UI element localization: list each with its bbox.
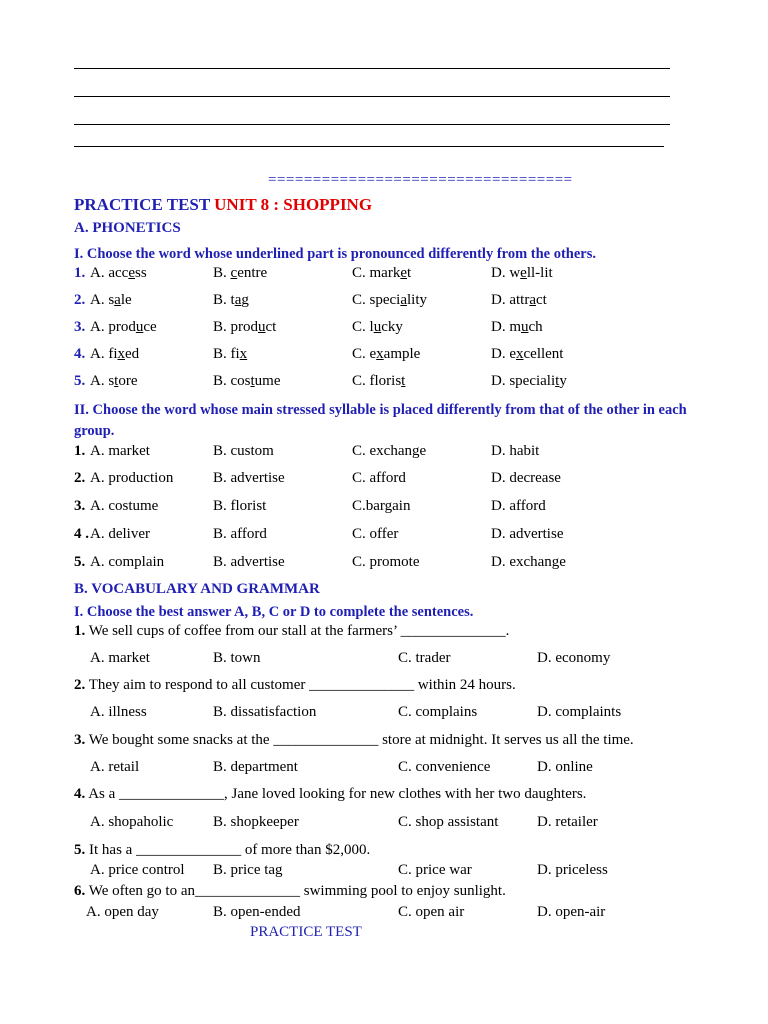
option-a: A. shopaholic (90, 814, 174, 830)
separator: ================================== (268, 172, 573, 188)
phonetics-row (74, 292, 714, 312)
question-number: 5. (74, 842, 86, 858)
question-number: 4. (74, 786, 86, 802)
blank-line-2 (74, 96, 670, 97)
option-b: B. town (213, 650, 261, 666)
option-c: C. lucky (352, 319, 403, 335)
option-d: D. open-air (537, 904, 606, 920)
option-a: A. complain (90, 554, 165, 570)
section-b-part1-instruction: I. Choose the best answer A, B, C or D to complete the sentences. (74, 604, 474, 620)
option-b: B. afford (213, 526, 267, 542)
option-d: D. excellent (491, 346, 564, 362)
option-d: D. economy (537, 650, 611, 666)
option-a: A. retail (90, 759, 140, 775)
item-number: 5. (74, 373, 86, 389)
answer-row (74, 862, 714, 882)
blank-line-3 (74, 124, 670, 125)
item-number: 4 . (74, 526, 89, 542)
option-c: C. shop assistant (398, 814, 499, 830)
answer-row (74, 650, 714, 670)
title-prefix: PRACTICE TEST (74, 195, 210, 214)
option-d: D. well-lit (491, 265, 553, 281)
option-c: C. promote (352, 554, 420, 570)
option-d: D. attract (491, 292, 547, 308)
option-b: B. centre (213, 265, 268, 281)
option-b: B. tag (213, 292, 249, 308)
stress-row (74, 443, 714, 463)
question-number: 1. (74, 623, 86, 639)
blank-line-1 (74, 68, 670, 69)
option-a: A. produce (90, 319, 157, 335)
option-a: A. production (90, 470, 174, 486)
question (74, 677, 516, 694)
stress-row (74, 498, 714, 518)
question (74, 842, 370, 859)
question-text: They aim to respond to all customer ______________ within 24 hours. (88, 677, 516, 693)
option-c: C. open air (398, 904, 465, 920)
option-c: C. price war (398, 862, 472, 878)
option-d: D. retailer (537, 814, 598, 830)
item-number: 3. (74, 319, 86, 335)
option-b: B. advertise (213, 470, 285, 486)
phonetics-row (74, 373, 714, 393)
footer-title: PRACTICE TEST (250, 924, 362, 940)
option-c: C. market (352, 265, 412, 281)
option-b: B. open-ended (213, 904, 301, 920)
section-a-part2-instruction: II. Choose the word whose main stressed syllable is placed differently from that of the other in each group. (74, 402, 687, 439)
option-d: D. advertise (491, 526, 564, 542)
option-a: A. price control (90, 862, 185, 878)
option-b: B. custom (213, 443, 274, 459)
question-text: We bought some snacks at the ______________ store at midnight. It serves us all the time. (88, 732, 634, 748)
item-number: 2. (74, 292, 86, 308)
item-number: 3. (74, 498, 86, 514)
option-c: C. example (352, 346, 421, 362)
option-d: D. speciality (491, 373, 567, 389)
question-number: 2. (74, 677, 86, 693)
option-a: A. access (90, 265, 147, 281)
stress-row (74, 554, 714, 574)
option-c: C. exchange (352, 443, 427, 459)
option-c: C. afford (352, 470, 406, 486)
question (74, 786, 586, 803)
option-d: D. decrease (491, 470, 561, 486)
phonetics-row (74, 265, 714, 285)
option-b: B. shopkeeper (213, 814, 299, 830)
option-a: A. market (90, 443, 150, 459)
question-text: We sell cups of coffee from our stall at the farmers’ ______________. (88, 623, 510, 639)
option-a: A. deliver (90, 526, 150, 542)
option-b: B. advertise (213, 554, 285, 570)
option-b: B. product (213, 319, 277, 335)
option-c: C. complains (398, 704, 478, 720)
option-a: A. costume (90, 498, 159, 514)
answer-row (74, 704, 714, 724)
option-c: C. speciality (352, 292, 428, 308)
option-a: A. open day (86, 904, 159, 920)
item-number: 1. (74, 265, 86, 281)
option-b: B. dissatisfaction (213, 704, 317, 720)
option-c: C. convenience (398, 759, 491, 775)
option-a: A. sale (90, 292, 132, 308)
question-text: As a ______________, Jane loved looking for new clothes with her two daughters. (88, 786, 587, 802)
blank-line-4 (74, 146, 664, 147)
option-d: D. habit (491, 443, 540, 459)
phonetics-row (74, 319, 714, 339)
section-a-heading: A. PHONETICS (74, 220, 181, 236)
option-d: D. complaints (537, 704, 622, 720)
section-a-part1-instruction: I. Choose the word whose underlined part is pronounced differently from the others. (74, 246, 597, 262)
answer-row (74, 814, 714, 834)
item-number: 4. (74, 346, 86, 362)
option-a: A. fixed (90, 346, 140, 362)
option-b: B. fix (213, 346, 248, 362)
phonetics-row (74, 346, 714, 366)
item-number: 2. (74, 470, 86, 486)
option-a: A. illness (90, 704, 147, 720)
option-d: D. afford (491, 498, 546, 514)
stress-row (74, 470, 714, 490)
section-b-heading: B. VOCABULARY AND GRAMMAR (74, 581, 320, 597)
option-d: D. priceless (537, 862, 608, 878)
option-b: B. price tag (213, 862, 283, 878)
question (74, 883, 506, 900)
page-title (74, 195, 372, 215)
option-d: D. online (537, 759, 593, 775)
option-b: B. florist (213, 498, 267, 514)
title-unit: UNIT 8 : SHOPPING (214, 195, 373, 214)
answer-row (74, 759, 714, 779)
option-c: C. florist (352, 373, 406, 389)
stress-row (74, 526, 714, 546)
question-number: 6. (74, 883, 86, 899)
question-text: We often go to an______________ swimming pool to enjoy sunlight. (88, 883, 506, 899)
answer-row (74, 904, 714, 924)
question-text: It has a ______________ of more than $2,000. (89, 842, 371, 858)
question (74, 623, 509, 640)
option-c: C. offer (352, 526, 399, 542)
option-c: C. trader (398, 650, 451, 666)
option-a: A. market (90, 650, 150, 666)
item-number: 5. (74, 554, 86, 570)
option-b: B. costume (213, 373, 281, 389)
option-c: C.bargain (352, 498, 411, 514)
option-d: D. exchange (491, 554, 566, 570)
option-b: B. department (213, 759, 298, 775)
item-number: 1. (74, 443, 86, 459)
option-d: D. much (491, 319, 543, 335)
question (74, 732, 634, 749)
option-a: A. store (90, 373, 138, 389)
question-number: 3. (74, 732, 86, 748)
